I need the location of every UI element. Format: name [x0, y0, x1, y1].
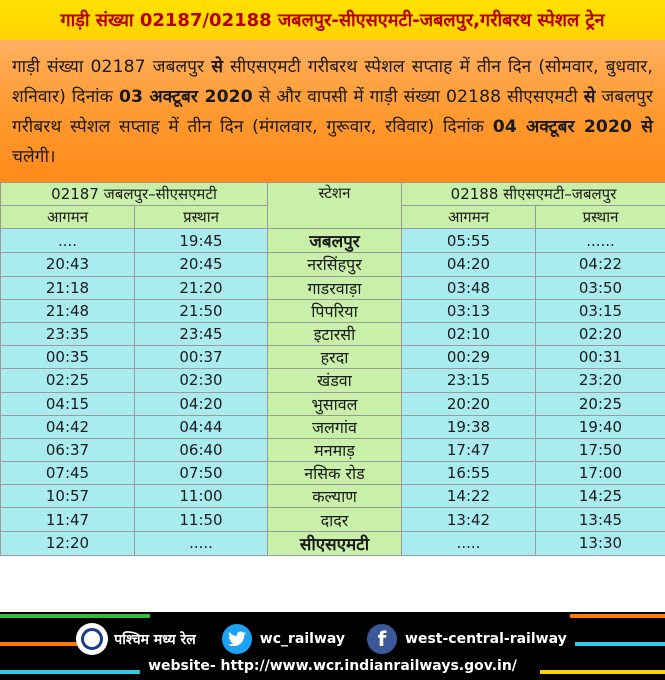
stripe-orange [570, 614, 665, 618]
stripe-green [0, 614, 150, 618]
left-arrival-cell: 02:25 [1, 369, 135, 392]
left-departure-cell: 23:45 [135, 322, 268, 345]
right-arrival-cell: 03:13 [402, 299, 536, 322]
table-row [1, 322, 665, 345]
left-departure-cell: 00:37 [135, 346, 268, 369]
right-arrival-cell: 13:42 [402, 508, 536, 531]
footer-links [0, 622, 665, 656]
table-row [1, 438, 665, 461]
station-cell: जलगांव [268, 415, 402, 438]
station-header: स्टेशन [268, 183, 402, 229]
right-departure-cell: 13:30 [536, 531, 665, 555]
right-departure-cell: 00:31 [536, 346, 665, 369]
right-departure-cell: 17:50 [536, 438, 665, 461]
notice-part: चलेगी। [12, 147, 56, 167]
station-cell: मनमाड़ [268, 438, 402, 461]
left-train-header: 02187 जबलपुर–सीएसएमटी [1, 183, 268, 206]
right-arrival-cell: 16:55 [402, 462, 536, 485]
table-row [1, 253, 665, 276]
right-departure-cell: 17:00 [536, 462, 665, 485]
station-cell: जबलपुर [268, 229, 402, 253]
right-departure-cell: 02:20 [536, 322, 665, 345]
right-departure-cell: 13:45 [536, 508, 665, 531]
notice-bold-date: 04 अक्टूबर 2020 से [492, 117, 653, 137]
left-arrival-cell: 21:48 [1, 299, 135, 322]
table-row [1, 415, 665, 438]
left-arrival-header: आगमन [1, 206, 135, 229]
left-arrival-cell: 06:37 [1, 438, 135, 461]
right-train-header: 02188 सीएसएमटी–जबलपुर [402, 183, 665, 206]
right-arrival-header: आगमन [402, 206, 536, 229]
right-departure-cell: 20:25 [536, 392, 665, 415]
left-departure-cell: 11:00 [135, 485, 268, 508]
brand-name: पश्चिम मध्य रेल [114, 631, 196, 648]
left-arrival-cell: .... [1, 229, 135, 253]
right-arrival-cell: 05:55 [402, 229, 536, 253]
left-departure-cell: 04:20 [135, 392, 268, 415]
right-arrival-cell: 20:20 [402, 392, 536, 415]
left-departure-cell: 21:50 [135, 299, 268, 322]
table-row [1, 462, 665, 485]
left-departure-cell: 06:40 [135, 438, 268, 461]
station-cell: सीएसएमटी [268, 531, 402, 555]
right-departure-header: प्रस्थान [536, 206, 665, 229]
station-cell: नसिक रोड [268, 462, 402, 485]
left-departure-cell: 04:44 [135, 415, 268, 438]
page-title: गाड़ी संख्या 02187/02188 जबलपुर-सीएसएमटी-जबलपुर,गरीबरथ स्पेशल ट्रेन [60, 10, 605, 31]
station-cell: कल्याण [268, 485, 402, 508]
right-arrival-cell: 00:29 [402, 346, 536, 369]
website-link[interactable]: website- http://www.wcr.indianrailways.gov.in/ [148, 658, 517, 674]
station-cell: गाडरवाड़ा [268, 276, 402, 299]
title-bar [0, 0, 665, 40]
left-arrival-cell: 10:57 [1, 485, 135, 508]
right-arrival-cell: 03:48 [402, 276, 536, 299]
left-arrival-cell: 21:18 [1, 276, 135, 299]
notice-part: जबलपुर गरीबरथ स्पेशल सप्ताह में तीन दिन (मंगलवार, गुरूवार, रविवार) दिनांक [12, 87, 654, 137]
twitter-icon[interactable] [222, 624, 252, 654]
notice-box [0, 40, 665, 182]
timetable-header-row [1, 183, 665, 206]
left-departure-cell: 07:50 [135, 462, 268, 485]
left-arrival-cell: 12:20 [1, 531, 135, 555]
left-departure-cell: 20:45 [135, 253, 268, 276]
notice-text [12, 52, 653, 172]
right-departure-cell: ...... [536, 229, 665, 253]
left-departure-cell: 11:50 [135, 508, 268, 531]
table-row [1, 299, 665, 322]
left-arrival-cell: 11:47 [1, 508, 135, 531]
timetable-body [1, 229, 665, 555]
notice-part: गाड़ी संख्या 02187 जबलपुर [12, 57, 212, 77]
notice-bold: से [211, 57, 224, 77]
indian-railways-logo-icon [76, 623, 108, 655]
right-arrival-cell: 19:38 [402, 415, 536, 438]
left-departure-cell: 19:45 [135, 229, 268, 253]
right-departure-cell: 03:15 [536, 299, 665, 322]
notice-bold: से [583, 87, 596, 107]
right-arrival-cell: 04:20 [402, 253, 536, 276]
station-cell: इटारसी [268, 322, 402, 345]
notice-part: सीएसएमटी गरीबरथ स्पेशल सप्ताह में तीन दिन (सोमवार, बुधवार, शनिवार) दिनांक [12, 57, 653, 107]
right-departure-cell: 23:20 [536, 369, 665, 392]
right-departure-cell: 14:25 [536, 485, 665, 508]
left-arrival-cell: 04:42 [1, 415, 135, 438]
table-row [1, 346, 665, 369]
right-arrival-cell: 17:47 [402, 438, 536, 461]
table-row [1, 229, 665, 253]
notice-bold-date: 03 अक्टूबर 2020 [118, 87, 253, 107]
facebook-handle[interactable]: west-central-railway [405, 631, 567, 647]
station-cell: पिपरिया [268, 299, 402, 322]
station-cell: दादर [268, 508, 402, 531]
station-cell: हरदा [268, 346, 402, 369]
right-departure-cell: 03:50 [536, 276, 665, 299]
left-departure-cell: 21:20 [135, 276, 268, 299]
left-arrival-cell: 07:45 [1, 462, 135, 485]
footer [0, 612, 665, 680]
right-arrival-cell: ..... [402, 531, 536, 555]
left-departure-cell: ..... [135, 531, 268, 555]
right-departure-cell: 19:40 [536, 415, 665, 438]
right-departure-cell: 04:22 [536, 253, 665, 276]
station-cell: खंडवा [268, 369, 402, 392]
left-arrival-cell: 23:35 [1, 322, 135, 345]
right-arrival-cell: 02:10 [402, 322, 536, 345]
table-row [1, 392, 665, 415]
table-row [1, 276, 665, 299]
twitter-handle[interactable]: wc_railway [259, 631, 346, 647]
facebook-icon[interactable]: f [367, 624, 397, 654]
timetable [0, 182, 665, 556]
notice-part: से और वापसी में गाड़ी संख्या 02188 सीएसएमटी [252, 87, 584, 107]
right-arrival-cell: 14:22 [402, 485, 536, 508]
left-departure-cell: 02:30 [135, 369, 268, 392]
table-row [1, 369, 665, 392]
left-departure-header: प्रस्थान [135, 206, 268, 229]
left-arrival-cell: 00:35 [1, 346, 135, 369]
table-row [1, 508, 665, 531]
left-arrival-cell: 04:15 [1, 392, 135, 415]
right-arrival-cell: 23:15 [402, 369, 536, 392]
station-cell: भुसावल [268, 392, 402, 415]
station-cell: नरसिंहपुर [268, 253, 402, 276]
table-row [1, 485, 665, 508]
table-row [1, 531, 665, 555]
left-arrival-cell: 20:43 [1, 253, 135, 276]
